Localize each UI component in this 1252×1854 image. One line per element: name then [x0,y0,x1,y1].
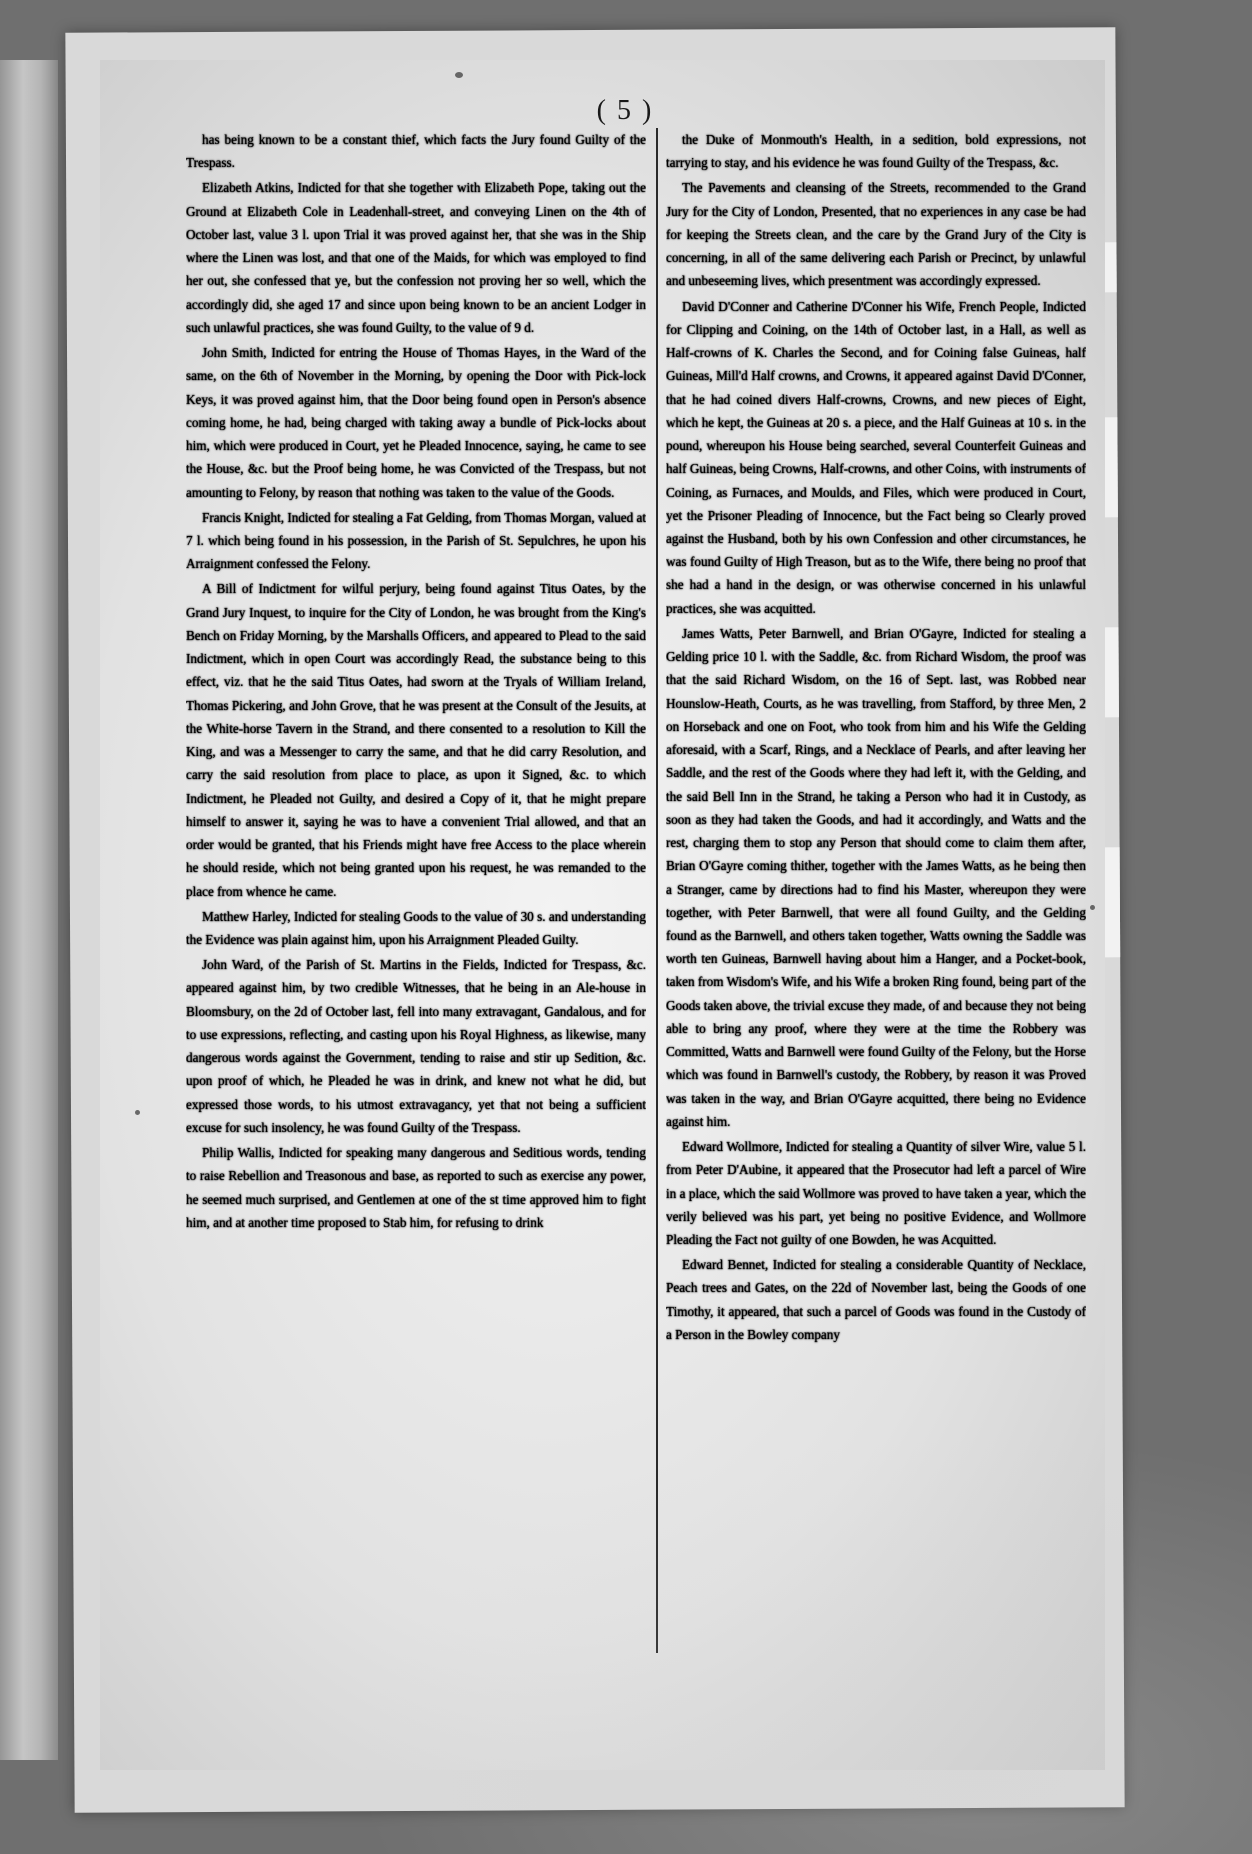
right-column [666,128,1086,1644]
ink-speck [1090,905,1095,910]
paragraph: John Ward, of the Parish of St. Martins in the Fields, Indicted for Trespass, &c. appeared against him, by two credible Witnesses, that he being in an Ale-house in Bloomsbury, on the 2d of October last, fell into many extravagant, Gandalous, and for to use expressions, reflecting, and casting upon his Royal Highness, as likewise, many dangerous words against the Government, tending to raise and stir up Sedition, &c. upon proof of which, he Pleaded he was in drink, and knew not what he did, but expressed those words, to his utmost extravagancy, yet that not being a sufficient excuse for such insolency, he was found Guilty of the Trespass. [186,957,646,1135]
paragraph: The Pavements and cleansing of the Streets, recommended to the Grand Jury for the City of London, Presented, that no experiences in any case be had for keeping the Streets clean, and the care by the Grand Jury of the City is concerning, in all of the same delivering each Parish or Precinct, by unlawful and unbeseeming lives, which presentment was accordingly expressed. [666,180,1086,289]
paragraph: Edward Bennet, Indicted for stealing a considerable Quantity of Necklace, Peach trees and Gates, on the 22d of November last, being the Goods of one Timothy, it appeared, that such a parcel of Goods was found in the Custody of a Person in the Bowley company [666,1257,1086,1342]
paragraph: James Watts, Peter Barnwell, and Brian O'Gayre, Indicted for stealing a Gelding price 10 l. with the Saddle, &c. from Richard Wisdom, the proof was that the said Richard Wisdom, on the 16 of Sept. last, was Robbed near Hounslow-Heath, Courts, as he was travelling, from Stafford, by three Men, 2 on Horseback and one on Foot, who took from him and his Wife the Gelding aforesaid, with a Scarf, Rings, and a Necklace of Pearls, and after leaving her Saddle, and the rest of the Goods where they had left it, with the Gelding, and the said Bell Inn in the Strand, he taking a Person who had it in Custody, as soon as they had taken the Goods, and had it accordingly, and Watts and the rest, charging them to stop any Person that should come to claim them after, Brian O'Gayre coming thither, together with the James Watts, as he being then a Stranger, came by directions had to find his Master, whereupon they were together, with Peter Barnwell, that were all found Guilty, and the Gelding found as the Barnwell, and others taken together, Watts owning the Saddle was worth ten Guineas, Barnwell having about him a Hanger, and a Pocket-book, taken from Wisdom's Wife, and his Wife a broken Ring found, being part of the Goods taken above, the trivial excuse they made, of and because they not being able to bring any proof, where they were at the time the Robbery was Committed, Watts and Barnwell were found Guilty of the Felony, but the Horse which was found in Barnwell's custody, the Robbery, by reason it was Proved was taken in the way, and Brian O'Gayre acquitted, there being no Evidence against him. [666,625,1086,1129]
paragraph: Elizabeth Atkins, Indicted for that she together with Elizabeth Pope, taking out the Ground at Elizabeth Cole in Leadenhall-street, and conveying Linen on the 4th of October last, value 3 l. upon Trial it was proved against her, that she was in the Ship where the Linen was lost, and that one of the Maids, for which was employed to find her out, she confessed that ye, but the confession not proving her so well, which the accordingly did, she aged 17 and since upon being known to be an ancient Lodger in such unlawful practices, she was found Guilty, to the value of 9 d. [186,180,646,335]
ink-speck [455,72,463,78]
paragraph: has being known to be a constant thief, which facts the Jury found Guilty of the Trespass. [186,132,646,171]
paragraph: Edward Wollmore, Indicted for stealing a Quantity of silver Wire, value 5 l. from Peter D'Aubine, it appeared that the Prosecutor had left a parcel of Wire in a place, which the said Wollmore was proved to have taken a year, which the verily believed was his part, yet being no positive Evidence, and Wollmore Pleading the Fact not guilty of one Bowden, he was Acquitted. [666,1139,1086,1248]
paragraph: the Duke of Monmouth's Health, in a sedition, bold expressions, not tarrying to stay, and his evidence he was found Guilty of the Trespass, &c. [666,132,1086,171]
paragraph: Matthew Harley, Indicted for stealing Goods to the value of 30 s. and understanding the Evidence was plain against him, upon his Arraignment Pleaded Guilty. [186,908,646,947]
paragraph: David D'Conner and Catherine D'Conner his Wife, French People, Indicted for Clipping and Coining, on the 14th of October last, in a Hall, as well as Half-crowns of K. Charles the Second, and for Coining false Guineas, half Guineas, Mill'd Half crowns, and Crowns, it appeared against David D'Conner, that he had coined divers Half-crowns, Crowns, and new pieces of Eight, which he kept, the Guineas at 20 s. a piece, and the Half Guineas at 10 s. in the pound, whereupon his House being searched, several Counterfeit Guineas and half Guineas, being Crowns, Half-crowns, and other Coins, with instruments of Coining, as Furnaces, and Moulds, and Files, which were produced in Court, yet the Prisoner Pleading of Innocence, but the Fact being so Clearly proved against the Husband, both by his own Confession and other circumstances, he was found Guilty of High Treason, but as to the Wife, there being no proof that she had a hand in the design, or was otherwise concerned in his unlawful practices, she was acquitted. [666,298,1086,616]
paragraph: Francis Knight, Indicted for stealing a Fat Gelding, from Thomas Morgan, valued at 7 l. which being found in his possession, in the Parish of St. Sepulchres, he upon his Arraignment confessed the Felony. [186,509,646,572]
column-rule [656,128,658,1653]
ink-speck [135,1110,140,1115]
paragraph: John Smith, Indicted for entring the House of Thomas Hayes, in the Ward of the same, on the 6th of November in the Morning, by opening the Door with Pick-lock Keys, it was proved against him, that the Door being found open in Person's absence coming home, he had, being charged with taking away a bundle of Pick-locks about him, which were produced in Court, yet he Pleaded Innocence, saying, he came to see the House, &c. but the Proof being home, he was Convicted of the Trespass, but not amounting to Felony, by reason that nothing was taken to the value of the Goods. [186,345,646,500]
paragraph: A Bill of Indictment for wilful perjury, being found against Titus Oates, by the Grand Jury Inquest, to inquire for the City of London, he was brought from the King's Bench on Friday Morning, by the Marshalls Officers, and appeared to Plead to the said Indictment, which in open Court was accordingly Read, the substance being to this effect, viz. that he the said Titus Oates, had sworn at the Tryals of William Ireland, Thomas Pickering, and John Grove, that he was present at the Consult of the Jesuits, at the White-horse Tavern in the Strand, and there consented to a resolution to Kill the King, and was a Messenger to carry the same, and that he did carry Resolution, and carry the said resolution from place to place, as upon it Signed, &c. to which Indictment, he Pleaded not Guilty, and desired a Copy of it, that he might prepare himself to answer it, saying he was to have a convenient Trial allowed, and that an order would be granted, that his Friends might have free Access to the place wherein he should reside, which not being granted upon his request, he was remanded to the place from whence he came. [186,581,646,899]
left-column [186,128,646,1644]
page-number: ( 5 ) [596,95,654,126]
paragraph: Philip Wallis, Indicted for speaking many dangerous and Seditious words, tending to raise Rebellion and Treasonous and base, as reported to such as exercise any power, he seemed much surprised, and Gentlemen at one of the st time approved him to fight him, and at another time proposed to Stab him, for refusing to drink [186,1145,646,1230]
